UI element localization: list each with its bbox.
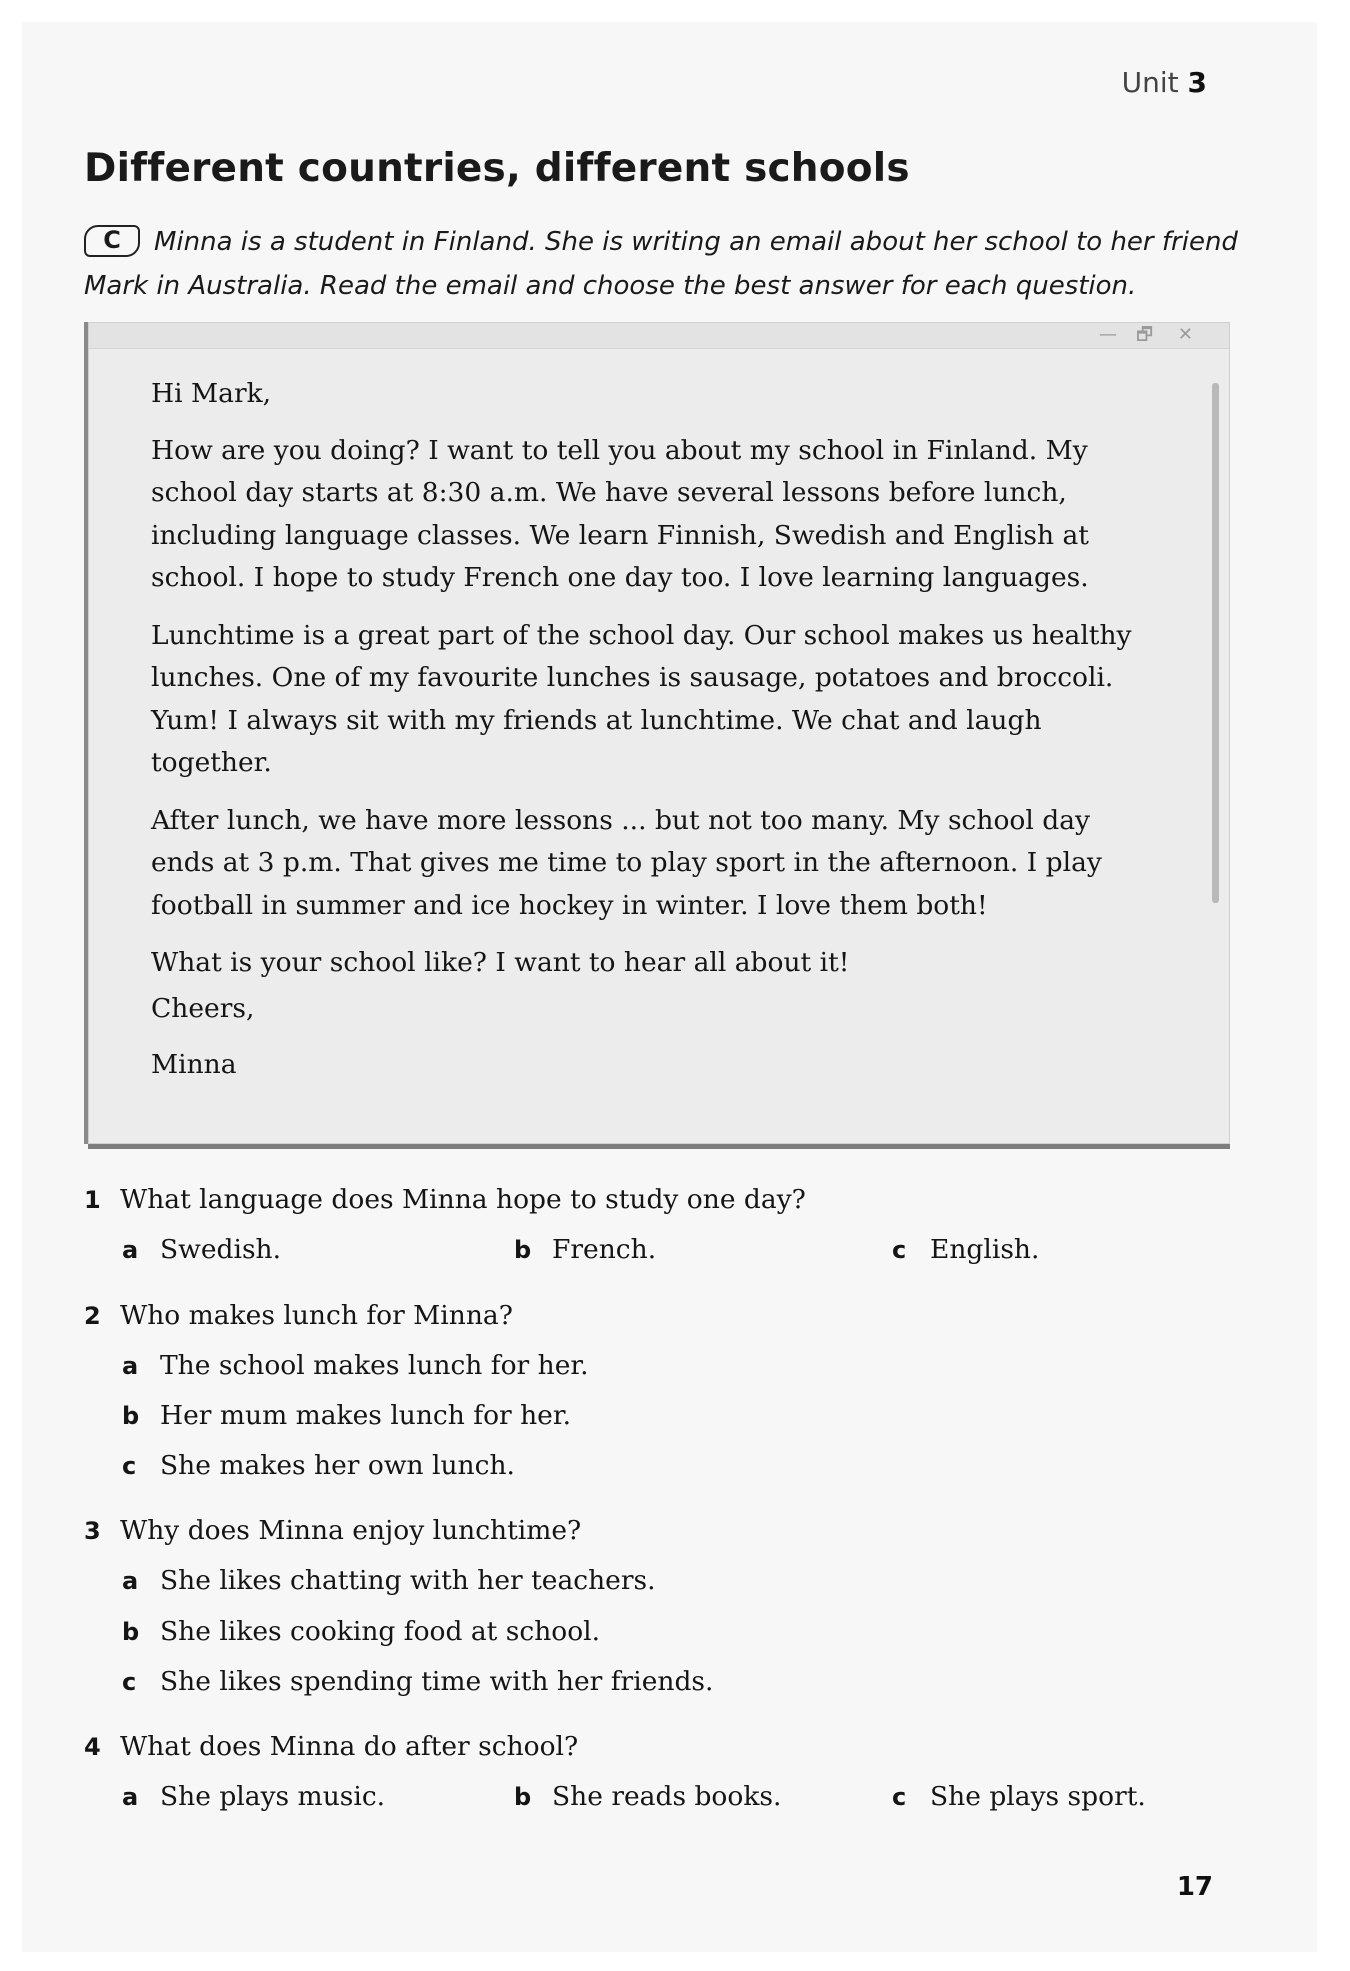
email-paragraph: How are you doing? I want to tell you about my school in Finland. My school day starts at 8:30 a.m. We have several lessons before lunch, including language classes. We learn Finnish, Swedish and English at school. I hope to study French one day too. I love learning languages. (151, 434, 1089, 593)
option-letter: c (892, 1236, 907, 1264)
option-letter: c (122, 1668, 137, 1696)
email-signoff: Cheers, (151, 992, 255, 1024)
exercise-instructions (84, 220, 1264, 308)
option-letter: c (892, 1783, 907, 1811)
option-letter: b (122, 1402, 140, 1430)
option-letter: b (514, 1783, 532, 1811)
question-2 (84, 1300, 513, 1331)
option-letter: a (122, 1236, 139, 1264)
option-text: English. (930, 1234, 1040, 1265)
option-letter: b (122, 1618, 140, 1646)
option-letter: c (122, 1452, 137, 1480)
unit-label: Unit (1121, 66, 1179, 99)
minimize-icon[interactable]: — (1099, 324, 1117, 345)
question-number: 4 (84, 1733, 101, 1761)
option-text: Swedish. (160, 1234, 282, 1265)
unit-number: 3 (1187, 66, 1207, 99)
instructions-text: Minna is a student in Finland. She is writing an email about her school to her friend Mark in Australia. Read the email and choose the best answer for each question. (84, 227, 1238, 301)
option-letter: a (122, 1783, 139, 1811)
question-1-option-b[interactable] (514, 1234, 656, 1265)
question-3-option-b[interactable] (122, 1616, 600, 1647)
question-text: What does Minna do after school? (120, 1731, 579, 1762)
option-text: French. (552, 1234, 657, 1265)
option-text: She plays music. (160, 1781, 386, 1812)
option-letter: a (122, 1567, 139, 1595)
question-3 (84, 1515, 581, 1546)
question-text: What language does Minna hope to study one day? (120, 1184, 806, 1215)
question-number: 1 (84, 1186, 101, 1214)
question-2-option-a[interactable] (122, 1350, 589, 1381)
unit-header (1122, 66, 1207, 99)
option-text: She likes chatting with her teachers. (160, 1565, 656, 1596)
question-3-option-a[interactable] (122, 1565, 656, 1596)
option-letter: b (514, 1236, 532, 1264)
option-letter: a (122, 1352, 139, 1380)
question-4-option-c[interactable] (892, 1781, 1146, 1812)
question-3-option-c[interactable] (122, 1666, 713, 1697)
restore-icon[interactable]: 🗗 (1136, 324, 1153, 345)
question-1-option-c[interactable] (892, 1234, 1039, 1265)
page-number: 17 (1176, 1872, 1213, 1902)
email-greeting: Hi Mark, (151, 378, 272, 409)
option-text: She makes her own lunch. (160, 1450, 515, 1481)
email-signature: Minna (151, 1049, 237, 1080)
email-window (88, 322, 1230, 1144)
level-badge: C (84, 225, 140, 257)
question-text: Why does Minna enjoy lunchtime? (120, 1515, 582, 1546)
question-4-option-b[interactable] (514, 1781, 781, 1812)
option-text: She reads books. (552, 1781, 782, 1812)
question-number: 3 (84, 1517, 101, 1545)
page-title: Different countries, different schools (84, 146, 910, 191)
email-body (151, 373, 1161, 1102)
question-number: 2 (84, 1302, 101, 1330)
question-1 (84, 1184, 806, 1215)
email-paragraph: Lunchtime is a great part of the school day. Our school makes us healthy lunches. One of my favourite lunches is sausage, potatoes and broccoli. Yum! I always sit with my friends at lunchtime. We chat and laugh together. (151, 619, 1132, 778)
question-4 (84, 1731, 578, 1762)
email-paragraph: What is your school like? I want to hear all about it! (151, 947, 850, 978)
question-1-option-a[interactable] (122, 1234, 281, 1265)
workbook-page (22, 22, 1317, 1952)
question-2-option-b[interactable] (122, 1400, 571, 1431)
option-text: Her mum makes lunch for her. (160, 1400, 572, 1431)
option-text: The school makes lunch for her. (160, 1350, 589, 1381)
option-text: She likes cooking food at school. (160, 1616, 601, 1647)
question-4-option-a[interactable] (122, 1781, 385, 1812)
option-text: She plays sport. (930, 1781, 1146, 1812)
email-paragraph: After lunch, we have more lessons ... but not too many. My school day ends at 3 p.m. That gives me time to play sport in the afternoon. I play football in summer and ice hockey in winter. I love them both! (151, 804, 1102, 921)
window-title-bar (89, 323, 1229, 349)
scrollbar[interactable] (1212, 383, 1219, 903)
question-2-option-c[interactable] (122, 1450, 515, 1481)
question-text: Who makes lunch for Minna? (120, 1300, 513, 1331)
close-icon[interactable]: ✕ (1177, 324, 1193, 345)
option-text: She likes spending time with her friends. (160, 1666, 714, 1697)
